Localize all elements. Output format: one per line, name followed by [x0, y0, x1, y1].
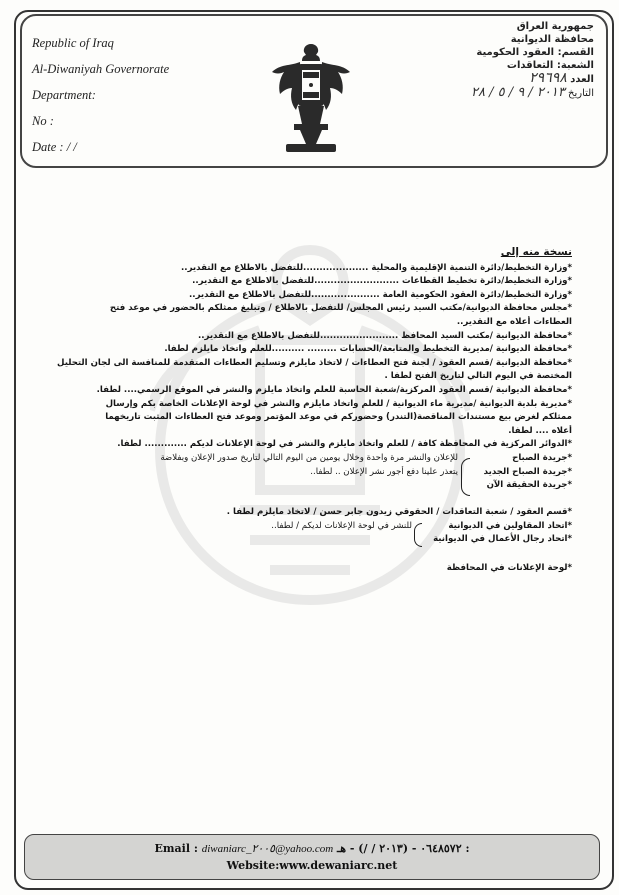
country-en: Republic of Iraq — [32, 36, 114, 50]
number-en: No : — [32, 114, 54, 128]
footer-contact — [25, 842, 599, 855]
date-row — [444, 86, 594, 100]
list-item: المختصة في اليوم التالي لتاريخ الفتح لطفا . — [384, 371, 572, 382]
list-item: أعلاه .... لطفا. — [508, 425, 572, 436]
letterhead — [20, 14, 608, 168]
governorate-en: Al-Diwaniyah Governorate — [32, 62, 170, 76]
newspaper-note — [58, 452, 458, 479]
number-value: ٢٩٦٩٨ — [529, 70, 567, 86]
distribution-list — [44, 246, 572, 575]
list-item: *وزارة التخطيط/دائرة تخطيط القطاعات ..........................للتفضل بالاطلاع مع التقدير.. — [192, 276, 572, 287]
email-link[interactable]: diwaniarc_٢٠٠٥@yahoo.com — [201, 843, 334, 855]
newspapers-group — [44, 452, 572, 506]
website-link[interactable]: Website:www.dewaniarc.net — [226, 859, 398, 872]
number-row — [444, 72, 594, 86]
department-ar: القسم: العقود الحكومية — [476, 47, 594, 58]
phone-value: ٠٦٤٨٥٧٢ - (٢٠١٣ / /) - — [349, 842, 462, 855]
list-item: *لوحة الإعلانات في المحافظة — [446, 562, 572, 573]
list-item: العطاءات أعلاه مع التقدير.. — [456, 316, 572, 327]
list-item: *الدوائر المركزية في المحافظة كافة / للعلم واتخاذ مايلزم والنشر في لوحة الإعلانات لديكم ............. لطفا. — [117, 439, 572, 450]
newspaper-item: *جريدة الصباح — [512, 452, 572, 463]
section-ar: الشعبة: التعاقدات — [506, 60, 594, 71]
list-item: *قسم العقود / شعبة التعاقدات / الحقوقي زيدون جابر حسن / لاتخاذ مايلزم لطفا . — [226, 506, 572, 517]
number-label-ar: العدد — [570, 74, 594, 85]
list-item: *مجلس محافظة الديوانية/مكتب السيد رئيس المجلس/ للتفضل بالاطلاع / وتبليغ ممثلكم بالحضور في موعد فتح — [109, 303, 572, 314]
eagle-emblem-icon — [270, 40, 352, 158]
date-value: ٢٠١٣ / ٩ / ٥ / ٢٨ — [471, 85, 565, 100]
list-item: *وزارة التخطيط/دائرة العقود الحكومية العامة .....................للتفضل بالاطلاع مع التقدير.. — [189, 289, 572, 300]
department-en: Department: — [32, 88, 96, 102]
contractors-group — [44, 520, 572, 548]
email-label: Email : — [154, 842, 198, 855]
contractor-item: *اتحاد المقاولين في الديوانية — [448, 520, 572, 531]
contractor-item: *اتحاد رجال الأعمال في الديوانية — [433, 534, 572, 545]
newspaper-note-line: للإعلان والنشر مرة واحدة وخلال يومين من اليوم التالي لتاريخ صدور الإعلان وبفلاضة — [160, 452, 458, 463]
list-item: *وزارة التخطيط/دائرة التنمية الإقليمية والمحلية ....................للتفضل بالاطلاع مع التقدير.. — [181, 262, 572, 273]
phone-label: هـ : — [337, 842, 470, 855]
governorate-ar: محافظة الديوانية — [510, 34, 594, 45]
list-item: *محافظة الديوانية /قسم العقود / لجنة فتح العطاءات / لاتخاذ مايلزم وتسليم العطاءات المتقدمة للمنافسة الى لجان التحليل — [57, 357, 572, 368]
list-item: *محافظة الديوانية /مكتب السيد المحافظ ........................للتفضل بالاطلاع مع التقدير.. — [197, 330, 572, 341]
letterhead-english — [32, 30, 169, 160]
date-label-ar: التاريخ — [568, 88, 594, 99]
list-item: *مديرية بلدية الديوانية /مديرية ماء الديوانية / للعلم واتخاذ مايلزم والنشر في لوحة الإعلانات الخاصة بكم وإرسال — [105, 398, 572, 409]
newspaper-list — [472, 452, 572, 493]
list-item: *محافظة الديوانية /قسم العقود المركزية/شعبة الحاسبة للعلم واتخاذ مايلزم والنشر في الموقع الرسمي.... لطفا. — [96, 384, 572, 395]
letterhead-arabic — [444, 20, 594, 100]
contractors-list — [422, 520, 572, 547]
brace-icon — [414, 523, 422, 547]
contractors-note: للنشر في لوحة الإعلانات لديكم / لطفا.. — [271, 520, 412, 531]
newspaper-item: *جريدة الصباح الجديد — [483, 466, 572, 477]
copy-to-heading: نسخة منه إلى — [500, 246, 572, 258]
footer-bar — [24, 834, 600, 880]
list-item: ممثلكم لغرض بيع مستندات المناقصة(التندر) وحضوركم في موعد المؤتمر وموعد فتح العطاءات المثبت تاريخهما — [105, 412, 572, 423]
country-ar: جمهورية العراق — [516, 21, 594, 32]
newspaper-note-line: يتعذر علينا دفع أجور نشر الإعلان .. لطفا.. — [310, 466, 458, 477]
newspaper-item: *جريدة الحقيقة الآن — [486, 480, 572, 491]
brace-icon — [461, 458, 470, 496]
date-en: Date : / / — [32, 140, 77, 154]
list-item: *محافظة الديوانية /مديرية التخطيط والمتابعة/الحسابات ......... ..........للعلم واتخاذ مايلزم لطفا. — [164, 344, 572, 355]
